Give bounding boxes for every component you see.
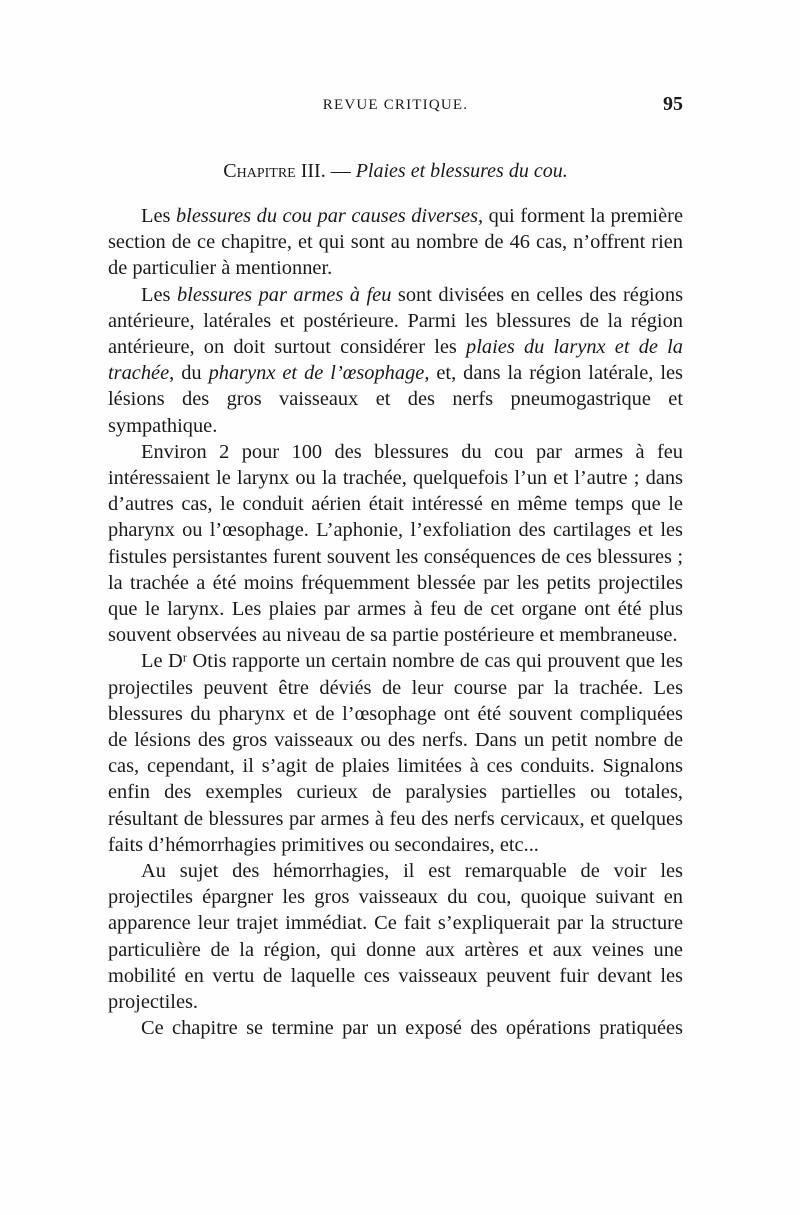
paragraph-3: Environ 2 pour 100 des blessures du cou par armes à feu intéressaient le larynx ou la trachée, quelquefois l’un et l’autre ; dans d’autres cas, le conduit aérien était intéressé en même temps que le pharynx ou l’œsophage. L’aphonie, l’exfoliation des cartilages et les fistules persistantes furent souvent les conséquences de ces blessures ; la trachée a été moins fréquemment blessée par les petits projectiles que le larynx. Les plaies par armes à feu de cet organe ont été plus souvent observées au niveau de sa partie postérieure et membraneuse. bbox=[108, 440, 683, 647]
chapter-title: Plaies et blessures du cou. bbox=[355, 160, 568, 182]
chapter-label: Chapitre III. bbox=[223, 160, 326, 182]
page-number: 95 bbox=[663, 93, 683, 115]
paragraph-2-emphasis-3: pharynx et de l’œsophage bbox=[208, 362, 425, 385]
paragraph-1 bbox=[108, 203, 683, 282]
paragraph-5: Au sujet des hémorrhagies, il est remarquable de voir les projectiles épargner les gros vaisseaux du cou, quoique suivant en apparence leur trajet immédiat. Ce fait s’expliquerait par la structure particulière de la région, qui donne aux artères et aux veines une mobilité en vertu de laquelle ces vaisseaux peuvent fuir devant les projectiles. bbox=[108, 860, 683, 1014]
paragraph-2-rest: , et, dans la région latérale, les lésions des gros vaisseaux et des nerfs pneumogastrique et sympathique. bbox=[108, 362, 683, 437]
paragraph-2-lead: Les bbox=[141, 283, 177, 306]
running-title: REVUE CRITIQUE. bbox=[322, 97, 469, 113]
paragraph-2-mid-1: sont divisées en celles des régions antérieure, latérales et postérieure. Parmi les blessures de la région antérieure, on doit surtout considérer les bbox=[108, 283, 683, 359]
paragraph-2-emphasis-1: blessures par armes à feu bbox=[176, 283, 392, 306]
paragraph-4: Le Dʳ Otis rapporte un certain nombre de cas qui prouvent que les projectiles peuvent être déviés de leur course par la trachée. Les blessures du pharynx et de l’œsophage ont été souvent compliquées de lésions des gros vaisseaux ou des nerfs. Dans un petit nombre de cas, cependant, il s’agit de plaies limitées à ces conduits. Signalons enfin des exemples curieux de paralysies partielles ou totales, résultant de blessures par armes à feu des nerfs cervicaux, et quelques faits d’hémorrhagies primitives ou secondaires, etc... bbox=[108, 650, 683, 856]
running-header bbox=[108, 93, 683, 121]
paragraph-1-rest: , qui forment la première section de ce chapitre, et qui sont au nombre de 46 cas, n’offrent rien de particulier à mentionner. bbox=[108, 205, 683, 280]
paragraph-1-lead: Les bbox=[141, 205, 176, 227]
body-text bbox=[108, 203, 683, 1042]
paragraph-2 bbox=[108, 282, 683, 439]
chapter-separator: — bbox=[325, 160, 356, 182]
paragraph-2-mid-2: , du bbox=[169, 362, 209, 385]
paragraph-1-emphasis: blessures du cou par causes diverses bbox=[175, 205, 479, 227]
paragraph-6: Ce chapitre se termine par un exposé des opérations pratiquées bbox=[141, 1017, 683, 1040]
chapter-heading bbox=[108, 160, 683, 183]
paragraph-2-emphasis-2: plaies du larynx et de la trachée bbox=[108, 336, 683, 385]
